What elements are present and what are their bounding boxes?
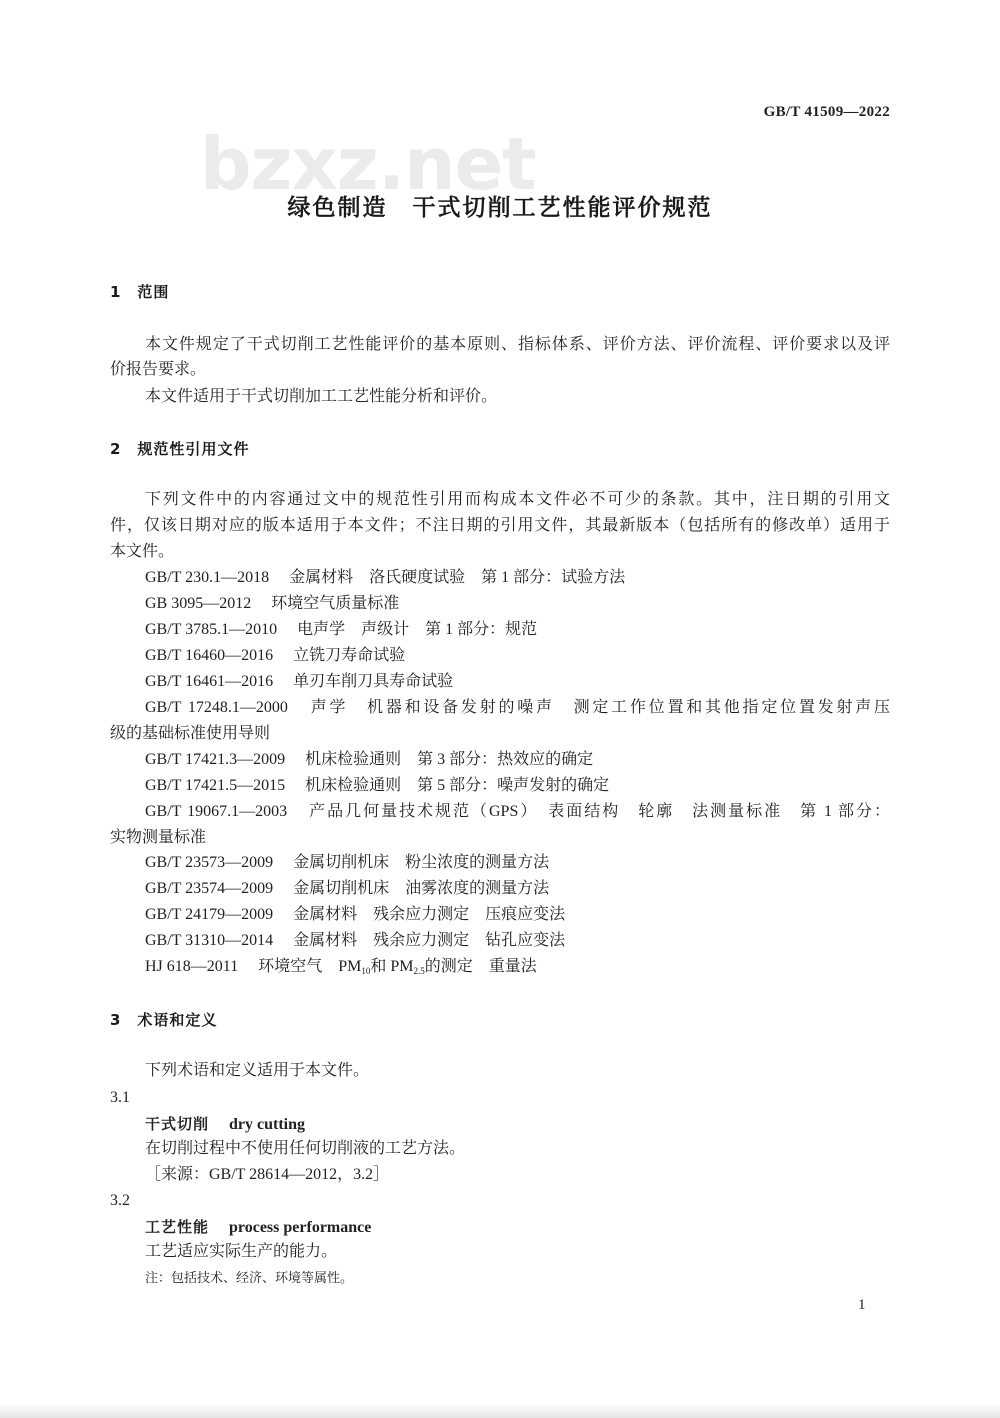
- reference-title: 电声学 声级计 第 1 部分：规范: [297, 621, 538, 638]
- reference-title: 金属切削机床 粉尘浓度的测量方法: [293, 854, 550, 871]
- reference-item: [145, 643, 405, 669]
- term-number: 3.2: [110, 1192, 130, 1209]
- reference-item: [145, 669, 453, 695]
- term-source: ［来源：GB/T 28614—2012，3.2］: [145, 1166, 390, 1183]
- reference-item: [145, 773, 609, 799]
- reference-code: GB/T 16461—2016: [145, 673, 274, 690]
- term-entry: [145, 1214, 371, 1240]
- standard-number-header: [764, 104, 890, 121]
- reference-code: GB/T 17248.1—2000: [145, 699, 288, 716]
- reference-item: [145, 617, 537, 643]
- paragraph-line: 本文件。: [110, 543, 175, 560]
- standard-prefix: GB/T: [763, 104, 801, 120]
- subscript: 10: [361, 966, 371, 976]
- reference-title: 产品几何量技术规范（GPS） 表面结构 轮廓 法测量标准 第 1 部分：: [307, 803, 890, 820]
- reference-item: [145, 591, 399, 617]
- paragraph-line: 件，仅该日期对应的版本适用于本文件；不注日期的引用文件，其最新版本（包括所有的修改单）适用于: [110, 517, 890, 534]
- reference-item: [145, 799, 890, 825]
- reference-code: GB/T 24179—2009: [145, 906, 274, 923]
- reference-code: GB/T 17421.5—2015: [145, 777, 286, 794]
- reference-code: GB/T 31310—2014: [145, 932, 274, 949]
- reference-item: [145, 565, 625, 591]
- reference-code: GB/T 23574—2009: [145, 880, 274, 897]
- paragraph-line: 下列文件中的内容通过文中的规范性引用而构成本文件必不可少的条款。其中，注日期的引用文: [145, 491, 890, 508]
- reference-title: 声学 机器和设备发射的噪声 测定工作位置和其他指定位置发射声压: [307, 699, 890, 716]
- subscript: 2.5: [413, 966, 425, 976]
- paragraph-line: 下列术语和定义适用于本文件。: [145, 1062, 370, 1079]
- reference-title: 金属材料 残余应力测定 压痕应变法: [293, 906, 566, 923]
- reference-title: 单刃车削刀具寿命试验: [293, 673, 454, 690]
- term-definition: 在切削过程中不使用任何切削液的工艺方法。: [145, 1140, 466, 1157]
- reference-item: [145, 850, 549, 876]
- document-title: 绿色制造 干式切削工艺性能评价规范: [287, 195, 713, 221]
- term-number: 3.1: [110, 1089, 130, 1106]
- term-zh: 工艺性能: [145, 1218, 210, 1236]
- section-heading-terms: 3 术语和定义: [110, 1011, 218, 1029]
- reference-title-continuation: 实物测量标准: [110, 829, 207, 846]
- term-definition: 工艺适应实际生产的能力。: [145, 1243, 338, 1260]
- term-note: 注：包括技术、经济、环境等属性。: [145, 1270, 354, 1285]
- reference-item: [145, 876, 549, 902]
- reference-title: 金属切削机床 油雾浓度的测量方法: [293, 880, 550, 897]
- section-heading-scope: 1 范围: [110, 283, 170, 301]
- reference-title: 金属材料 残余应力测定 钻孔应变法: [293, 932, 566, 949]
- standard-number: 41509—2022: [804, 104, 890, 120]
- reference-code: GB/T 3785.1—2010: [145, 621, 278, 638]
- reference-item: [145, 954, 537, 980]
- reference-title: 金属材料 洛氏硬度试验 第 1 部分：试验方法: [289, 569, 626, 586]
- reference-code: GB 3095—2012: [145, 595, 252, 612]
- reference-title: 立铣刀寿命试验: [293, 647, 406, 664]
- page-number: 1: [858, 1297, 866, 1313]
- reference-title-part: 的测定 重量法: [424, 958, 537, 975]
- reference-item: [145, 695, 890, 721]
- term-en: dry cutting: [229, 1116, 306, 1133]
- paragraph-line: 价报告要求。: [110, 361, 207, 378]
- reference-item: [145, 902, 565, 928]
- reference-title-part: 环境空气 PM: [258, 958, 362, 975]
- reference-code: HJ 618—2011: [145, 958, 239, 975]
- reference-title-continuation: 级的基础标准使用导则: [110, 725, 271, 742]
- reference-item: [145, 928, 565, 954]
- reference-title: 机床检验通则 第 5 部分：噪声发射的确定: [305, 777, 610, 794]
- reference-code: GB/T 16460—2016: [145, 647, 274, 664]
- term-entry: [145, 1111, 305, 1137]
- reference-title: 环境空气质量标准: [271, 595, 400, 612]
- reference-code: GB/T 23573—2009: [145, 854, 274, 871]
- page-bottom-edge: [0, 1404, 1000, 1418]
- term-en: process performance: [229, 1219, 372, 1236]
- reference-code: GB/T 17421.3—2009: [145, 751, 286, 768]
- reference-code: GB/T 230.1—2018: [145, 569, 270, 586]
- watermark: bzxz.net: [200, 122, 536, 206]
- reference-title-part: 和 PM: [370, 958, 414, 975]
- paragraph-line: 本文件规定了干式切削工艺性能评价的基本原则、指标体系、评价方法、评价流程、评价要求以及评: [145, 336, 890, 353]
- reference-code: GB/T 19067.1—2003: [145, 803, 288, 820]
- term-zh: 干式切削: [145, 1115, 210, 1133]
- section-heading-normative-references: 2 规范性引用文件: [110, 440, 250, 458]
- reference-title: 机床检验通则 第 3 部分：热效应的确定: [305, 751, 594, 768]
- reference-item: [145, 747, 593, 773]
- paragraph-line: 本文件适用于干式切削加工工艺性能分析和评价。: [145, 388, 498, 405]
